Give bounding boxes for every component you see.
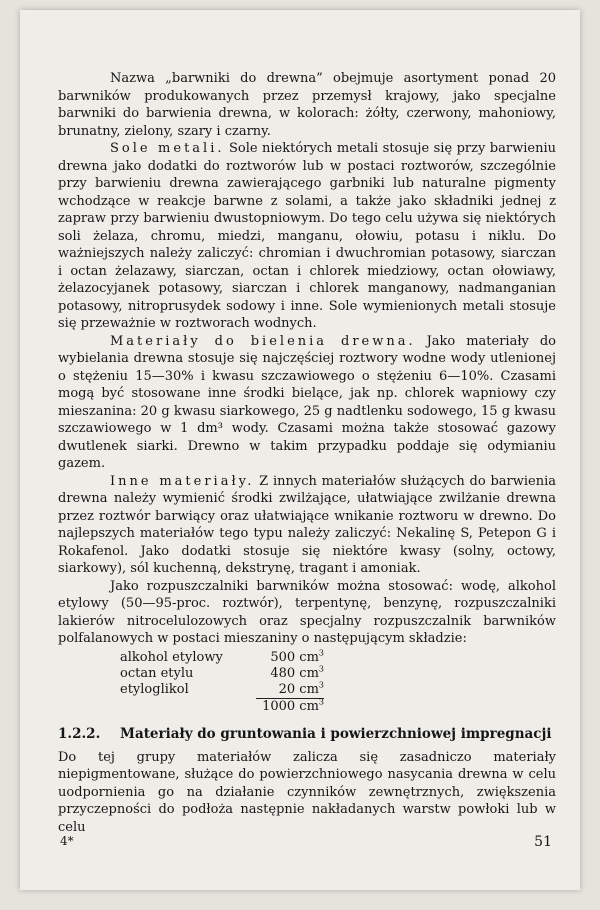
section-heading <box>58 725 556 743</box>
mixture-amount <box>256 666 324 682</box>
book-page <box>20 10 580 890</box>
paragraph-text: Jako materiały do wybielania drewna stosuje się najczęściej roztwory wodne wody utlenionej o stężeniu 15—30% i kwasu szczawiowego o stężeniu 6—10%. Czasami mogą być stosowane inne środki bielące, jak np. chlorek wapniowy czy mieszanina: 20 g kwasu siarkowego, 25 g nadtlenku sodowego, 15 g kwasu szczawiowego w 1 dm³ wody. Czasami można także stosować gazowy dwutlenek siarki. Drewno w takim przypadku poddaje się odymianiu gazem. <box>58 333 557 471</box>
mixture-component: alkohol etylowy <box>120 649 223 665</box>
mixture-amount <box>256 682 324 699</box>
amount-value: 500 <box>270 649 296 665</box>
unit-exponent: 3 <box>318 664 324 674</box>
paragraph-text: Sole niektórych metali stosuje się przy barwieniu drewna jako dodatki do roztworów lub w postaci roztworów, szczególnie przy barwieniu drewna zawierającego garbniki lub naturalne pigmenty wchodzące w reakcje barwne z solami, a także jako składniki jednej z zapraw przy barwieniu dwustopniowym. Do tego celu używa się niektórych soli żelaza, chromu, miedzi, manganu, ołowiu, potasu i niklu. Do ważniejszych należy zaliczyć: chromian i dwuchromian potasowy, siarczan i octan żelazawy, siarczan, octan i chlorek miedziowy, octan ołowiawy, żelazocyjanek potasowy, siarczan i chlorek manganowy, nadmanganian potasowy, nitroprusydek sodowy i inne. Sole wymienionych metali stosuje się przeważnie w roztworach wodnych. <box>58 141 556 331</box>
unit-exponent: 3 <box>318 648 324 658</box>
total-value: 1000 <box>262 698 296 714</box>
paragraph-other-materials <box>58 473 556 578</box>
mixture-table <box>120 650 324 715</box>
paragraph-wood-dyes <box>58 70 556 140</box>
paragraph-lead: Sole metali. <box>110 141 225 156</box>
mixture-component: etyloglikol <box>120 681 189 697</box>
amount-value: 480 <box>270 665 296 681</box>
paragraph-lead: Materiały do bielenia drewna. <box>110 333 416 349</box>
mixture-amount <box>256 650 324 666</box>
unit-exponent: 3 <box>318 697 324 707</box>
mixture-total-spacer <box>120 698 256 715</box>
mixture-total <box>256 698 324 715</box>
page-body <box>58 70 556 836</box>
paragraph-text: Z innych materiałów służących do barwienia drewna należy wymienić środki zwilżające, ułatwiające zwilżanie drewna przez roztwór barwiący oraz ułatwiające wnikanie roztworu w drewno. Do najlepszych materiałów tego typu należy zaliczyć: Nekalinę S, Petepon G i Rokafenol. Jako dodatki stosuje się niektóre kwasy (solny, octowy, siarkowy), sól kuchenną, dekstrynę, tragant i amoniak. <box>58 473 556 576</box>
section-title: Materiały do gruntowania i powierzchniowej impregnacji <box>120 725 552 742</box>
amount-unit: cm <box>299 681 319 697</box>
table-total-row <box>120 698 324 715</box>
amount-unit: cm <box>299 665 319 681</box>
amount-value: 20 <box>278 681 296 697</box>
signature-mark: 4* <box>60 834 74 848</box>
table-row <box>120 666 324 682</box>
table-row <box>120 682 324 699</box>
paragraph-solvents <box>58 578 556 648</box>
unit-exponent: 3 <box>318 680 324 690</box>
total-unit: cm <box>299 698 319 714</box>
paragraph-primers <box>58 749 556 837</box>
mixture-component: octan etylu <box>120 665 194 681</box>
table-row <box>120 650 324 666</box>
paragraph-bleaching <box>58 333 556 473</box>
paragraph-metal-salts <box>58 140 556 333</box>
paragraph-text: Do tej grupy materiałów zalicza się zasadniczo materiały niepigmentowane, służące do powierzchniowego nasycania drewna w celu uodpornienia go na działanie czynników zewnętrznych, zwiększenia przyczepności do podłoża następnie nakładanych warstw powłoki lub w celu <box>58 749 556 835</box>
section-number: 1.2.2. <box>58 725 101 742</box>
paragraph-text: Jako rozpuszczalniki barwników można stosować: wodę, alkohol etylowy (50—95-proc. roztwór), terpentynę, benzynę, rozpuszczalniki lakierów nitrocelulozowych oraz specjalny rozpuszczalnik barwników polfalanowych w postaci mieszaniny o następującym składzie: <box>58 578 556 646</box>
page-number: 51 <box>534 834 552 850</box>
paragraph-text: Nazwa „barwniki do drewna” obejmuje asortyment ponad 20 barwników produkowanych przez przemysł krajowy, jako specjalne barwniki do barwienia drewna, w kolorach: żółty, czerwony, mahoniowy, brunatny, zielony, szary i czarny. <box>58 71 556 139</box>
paragraph-lead: Inne materiały. <box>110 473 255 489</box>
amount-unit: cm <box>299 649 319 665</box>
